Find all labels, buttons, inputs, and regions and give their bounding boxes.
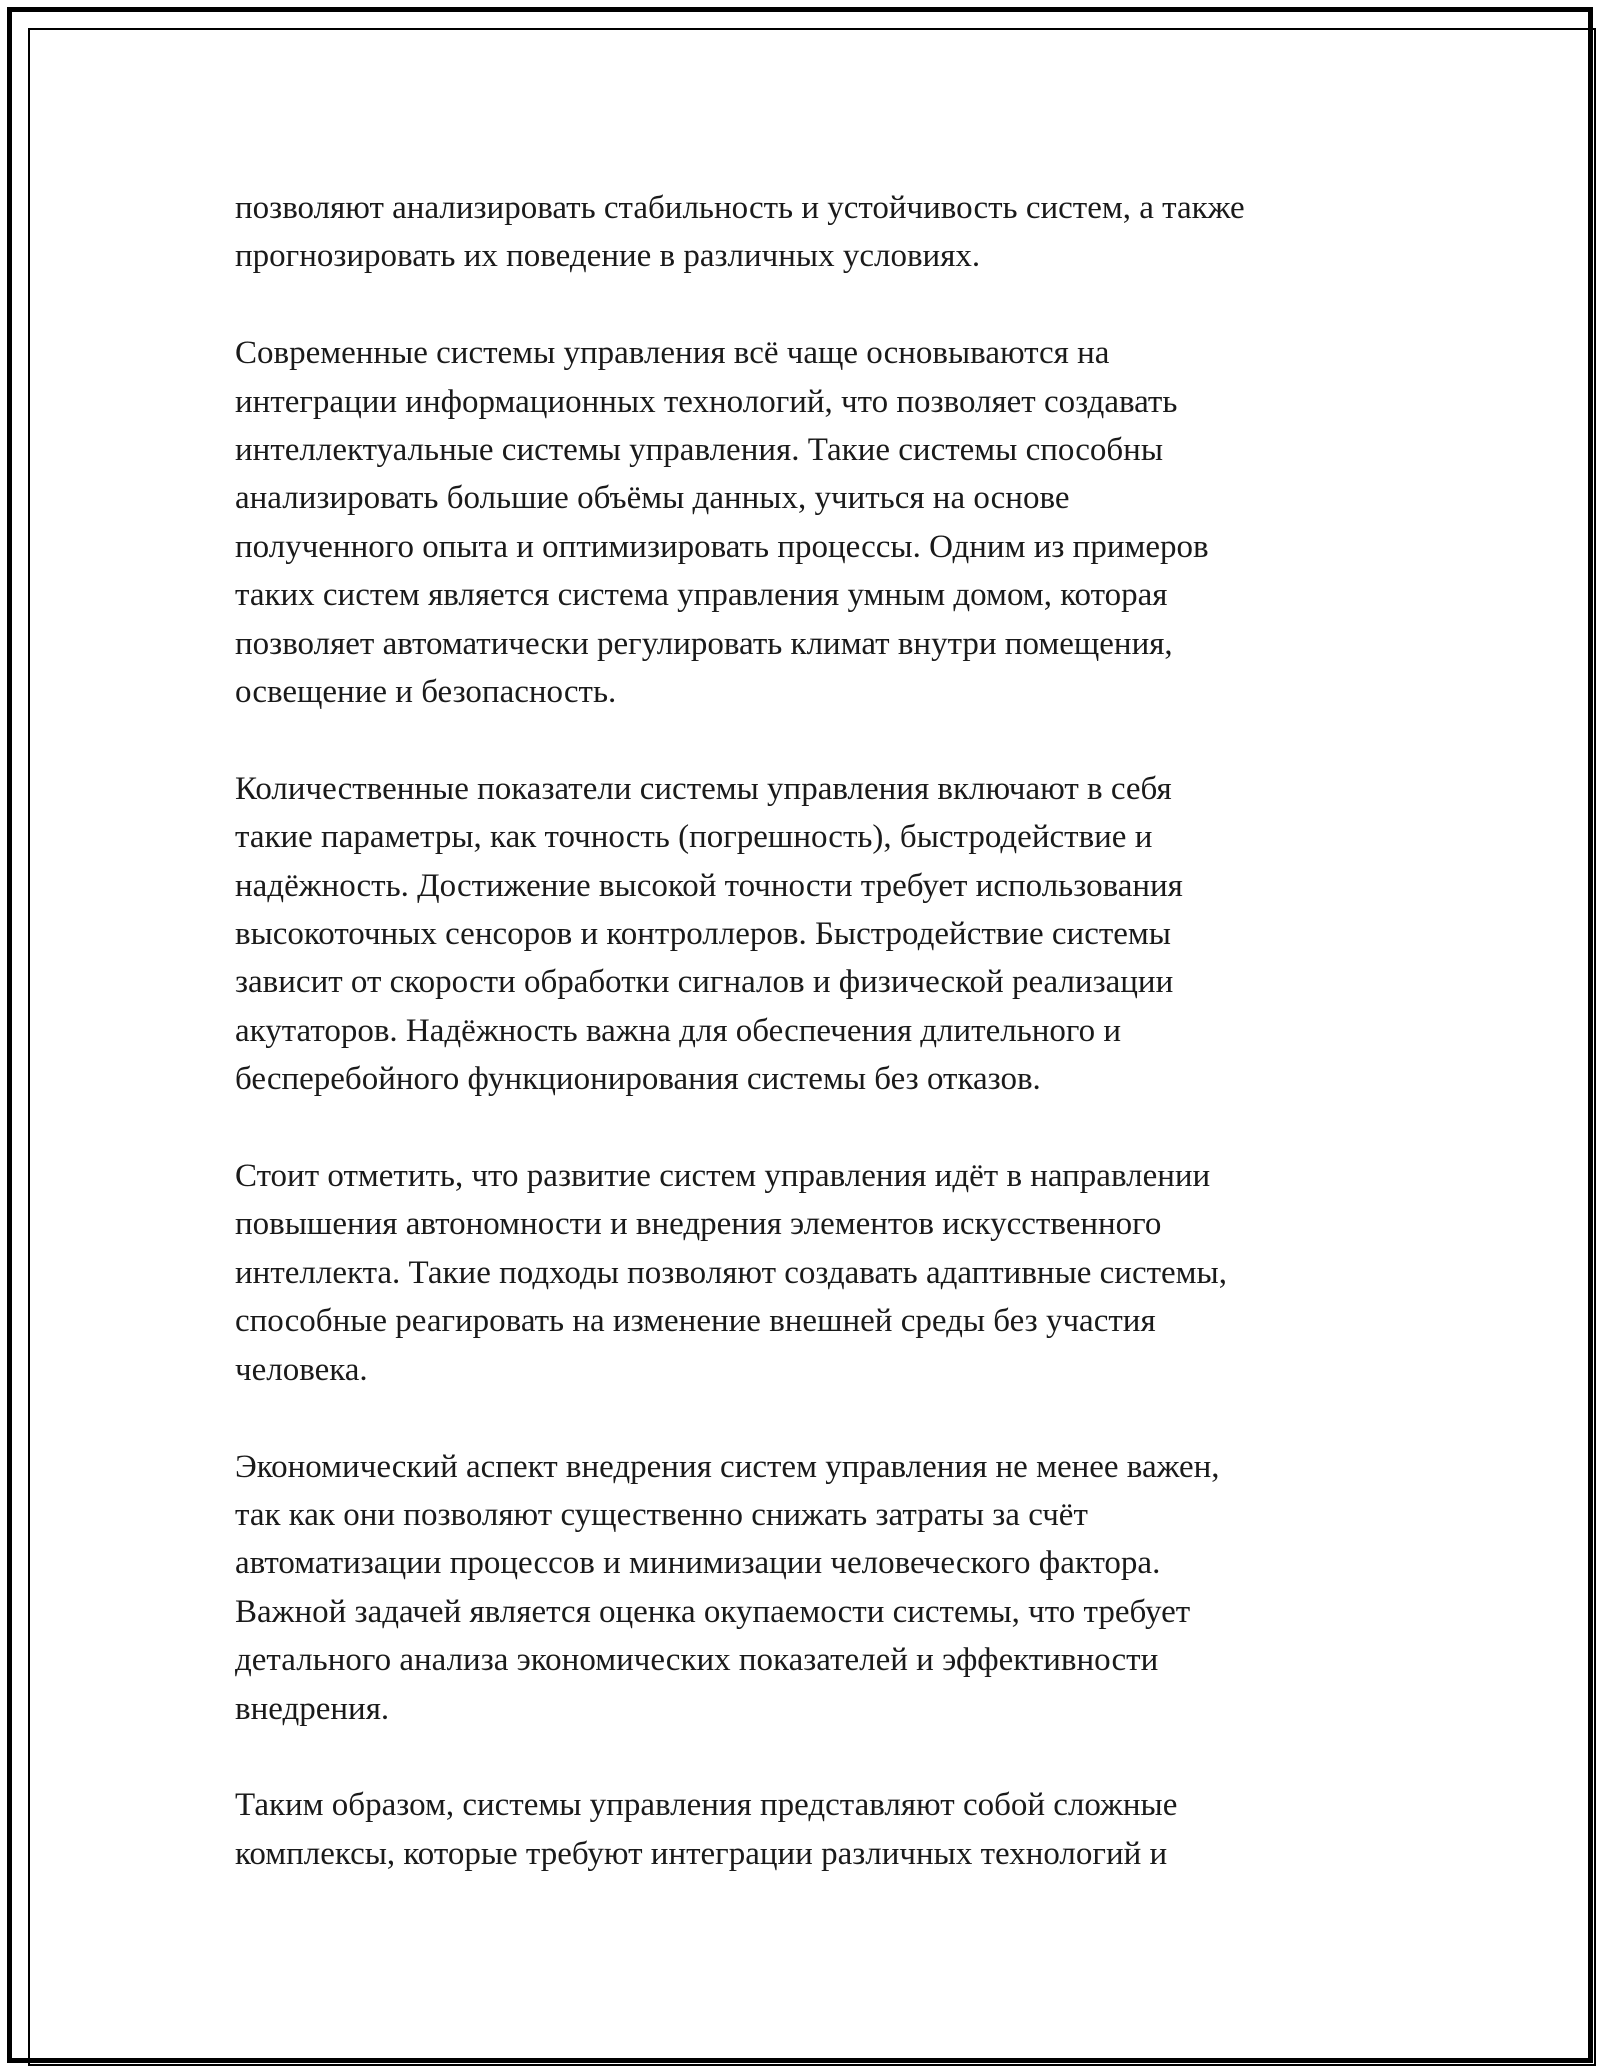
text-line: так как они позволяют существенно снижать затраты за счёт [235,1496,1088,1533]
text-line: освещение и безопасность. [235,674,617,711]
text-line: автоматизации процессов и минимизации человеческого фактора. [235,1545,1161,1582]
text-line: интеграции информационных технологий, что позволяет создавать [235,383,1178,420]
paragraph-3 [235,765,1385,1104]
text-line: повышения автономности и внедрения элементов искусственного [235,1206,1162,1243]
text-line: способные реагировать на изменение внешней среды без участия [235,1303,1156,1340]
text-line: полученного опыта и оптимизировать процессы. Одним из примеров [235,528,1209,565]
document-body [235,184,1385,1927]
text-line: интеллектуальные системы управления. Такие системы способны [235,432,1163,469]
paragraph-1 [235,184,1385,281]
text-line: такие параметры, как точность (погрешность), быстродействие и [235,819,1153,856]
text-line: человека. [235,1351,368,1388]
text-line: внедрения. [235,1690,390,1727]
text-line: Экономический аспект внедрения систем управления не менее важен, [235,1448,1220,1485]
text-line: детального анализа экономических показателей и эффективности [235,1642,1159,1679]
text-line: высокоточных сенсоров и контроллеров. Быстродействие системы [235,916,1171,953]
text-line: таких систем является система управления умным домом, которая [235,577,1168,614]
text-line: Таким образом, системы управления представляют собой сложные [235,1787,1178,1824]
text-line: надёжность. Достижение высокой точности требует использования [235,867,1183,904]
text-line: комплексы, которые требуют интеграции различных технологий и [235,1835,1168,1872]
paragraph-4 [235,1152,1385,1394]
text-line: позволяют анализировать стабильность и устойчивость систем, а также [235,190,1245,226]
text-line: прогнозировать их поведение в различных условиях. [235,238,981,275]
paragraph-2 [235,329,1385,716]
text-line: Современные системы управления всё чаще основываются на [235,335,1110,372]
paragraph-6 [235,1781,1385,1878]
text-line: бесперебойного функционирования системы без отказов. [235,1061,1041,1098]
text-line: зависит от скорости обработки сигналов и физической реализации [235,964,1174,1001]
text-line: Стоит отметить, что развитие систем управления идёт в направлении [235,1158,1211,1195]
text-line: анализировать большие объёмы данных, учиться на основе [235,480,1070,517]
paragraph-5 [235,1443,1385,1733]
text-line: интеллекта. Такие подходы позволяют создавать адаптивные системы, [235,1254,1227,1291]
text-line: Количественные показатели системы управления включают в себя [235,770,1172,807]
text-line: позволяет автоматически регулировать климат внутри помещения, [235,625,1173,662]
text-line: акутаторов. Надёжность важна для обеспечения длительного и [235,1012,1122,1049]
text-line: Важной задачей является оценка окупаемости системы, что требует [235,1593,1191,1630]
